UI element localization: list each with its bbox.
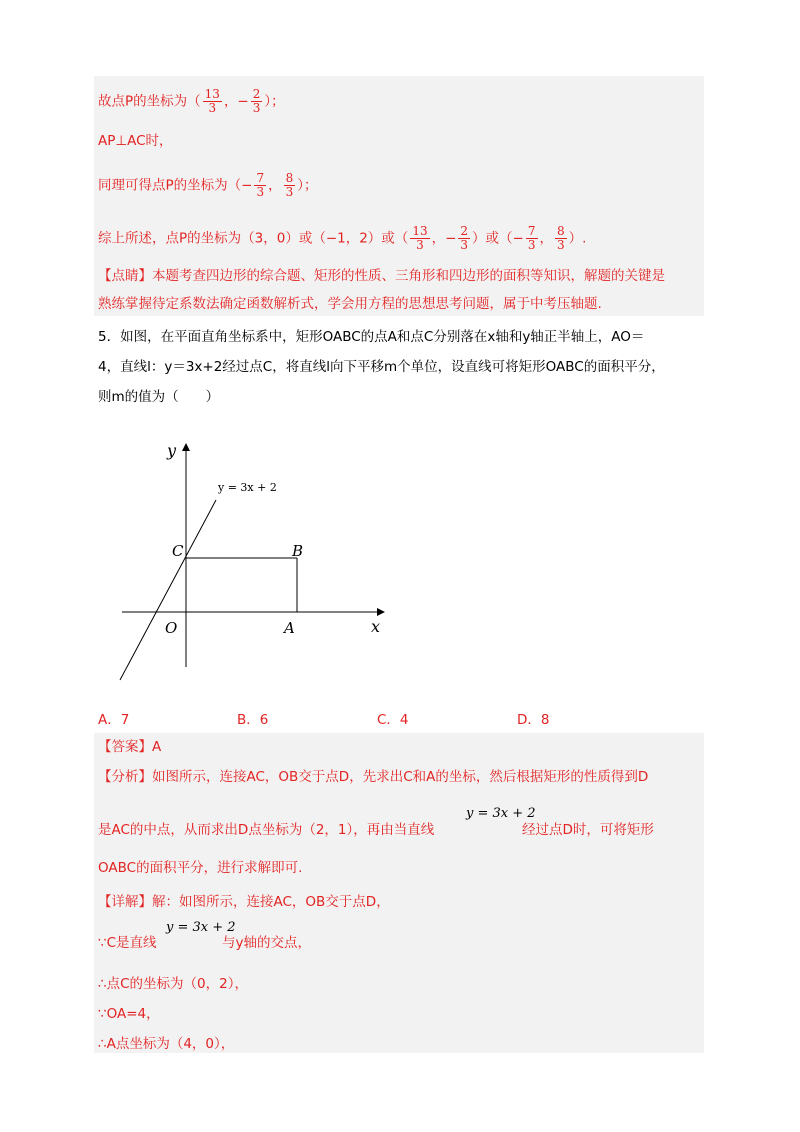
numerator: 13	[204, 87, 220, 101]
denominator: 3	[256, 185, 265, 199]
label-b: B	[292, 542, 304, 560]
text: 综上所述，点P的坐标为（3，0）或（−1，2）或（	[98, 230, 409, 247]
line-l	[120, 500, 216, 680]
analysis-line-2b: 经过点D时，可将矩形	[522, 822, 654, 838]
numerator: 13	[412, 224, 428, 238]
option-c: C．4	[377, 712, 409, 728]
denominator: 3	[527, 238, 536, 252]
text: ）；	[297, 177, 318, 194]
option-a: A．7	[98, 712, 130, 728]
detail-line-2b: 与y轴的交点，	[222, 935, 311, 951]
analysis-line-3: OABC的面积平分，进行求解即可.	[98, 860, 303, 876]
text: ）；	[264, 93, 285, 110]
answer-line: 【答案】A	[98, 739, 162, 755]
text: 故点P的坐标为（	[98, 93, 201, 110]
text: ，−	[431, 230, 457, 247]
text: 是AC的中点，从而求出D点坐标为（2，1），再由当直线	[98, 822, 435, 838]
denominator: 3	[285, 185, 294, 199]
option-d: D．8	[517, 712, 550, 728]
line-ap-perp: AP⊥AC时，	[98, 133, 173, 149]
detail-line-5: ∴A点坐标为（4，0），	[98, 1036, 235, 1052]
detail-line-3: ∴点C的坐标为（0，2），	[98, 976, 248, 992]
analysis-line-1: 【分析】如图所示，连接AC，OB交于点D，先求出C和A的坐标，然后根据矩形的性质得到D	[98, 769, 649, 785]
denominator: 3	[557, 238, 565, 252]
text: ）.	[568, 230, 587, 247]
label-c: C	[172, 542, 184, 560]
analysis-equation: y = 3x + 2	[466, 806, 536, 821]
label-a: A	[284, 619, 295, 637]
numerator: 8	[557, 224, 565, 238]
denominator: 3	[208, 101, 217, 115]
option-b: B．6	[237, 712, 269, 728]
numerator: 2	[252, 87, 261, 101]
text: ，	[268, 177, 282, 194]
text: ，−	[223, 93, 249, 110]
question-5-line-1: 5．如图，在平面直角坐标系中，矩形OABC的点A和点C分别落在x轴和y轴正半轴上，AO＝	[98, 329, 645, 345]
denominator: 3	[416, 238, 424, 252]
denominator: 3	[460, 238, 469, 252]
detail-line-1: 【详解】解：如图所示，连接AC，OB交于点D，	[98, 894, 390, 910]
text: ）或（−	[472, 230, 524, 247]
label-y: y	[167, 441, 177, 460]
label-x: x	[371, 617, 381, 636]
tip-line-2: 熟练掌握待定系数法确定函数解析式，学会用方程的思想思考问题，属于中考压轴题.	[98, 296, 602, 312]
denominator: 3	[252, 101, 261, 115]
numerator: 2	[460, 224, 469, 238]
question-5-line-2: 4，直线l：y＝3x+2经过点C，将直线l向下平移m个单位，设直线可将矩形OABC的面积平分，	[98, 359, 665, 375]
detail-equation: y = 3x + 2	[166, 920, 236, 935]
text: 同理可得点P的坐标为（−	[98, 177, 253, 194]
question-5-line-3: 则m的值为（ ）	[98, 389, 220, 405]
label-o: O	[165, 619, 178, 637]
detail-line-4: ∵OA=4，	[98, 1006, 160, 1022]
numerator: 7	[256, 171, 265, 185]
tip-line-1: 【点睛】本题考查四边形的综合题、矩形的性质、三角形和四边形的面积等知识，解题的关键是	[98, 268, 665, 284]
numerator: 7	[527, 224, 536, 238]
numerator: 8	[285, 171, 294, 185]
detail-line-2	[98, 933, 157, 953]
eq-label: y = 3x + 2	[218, 481, 277, 494]
analysis-line-2	[98, 820, 434, 840]
text: ∵C是直线	[98, 935, 157, 951]
text: ，	[539, 230, 553, 247]
